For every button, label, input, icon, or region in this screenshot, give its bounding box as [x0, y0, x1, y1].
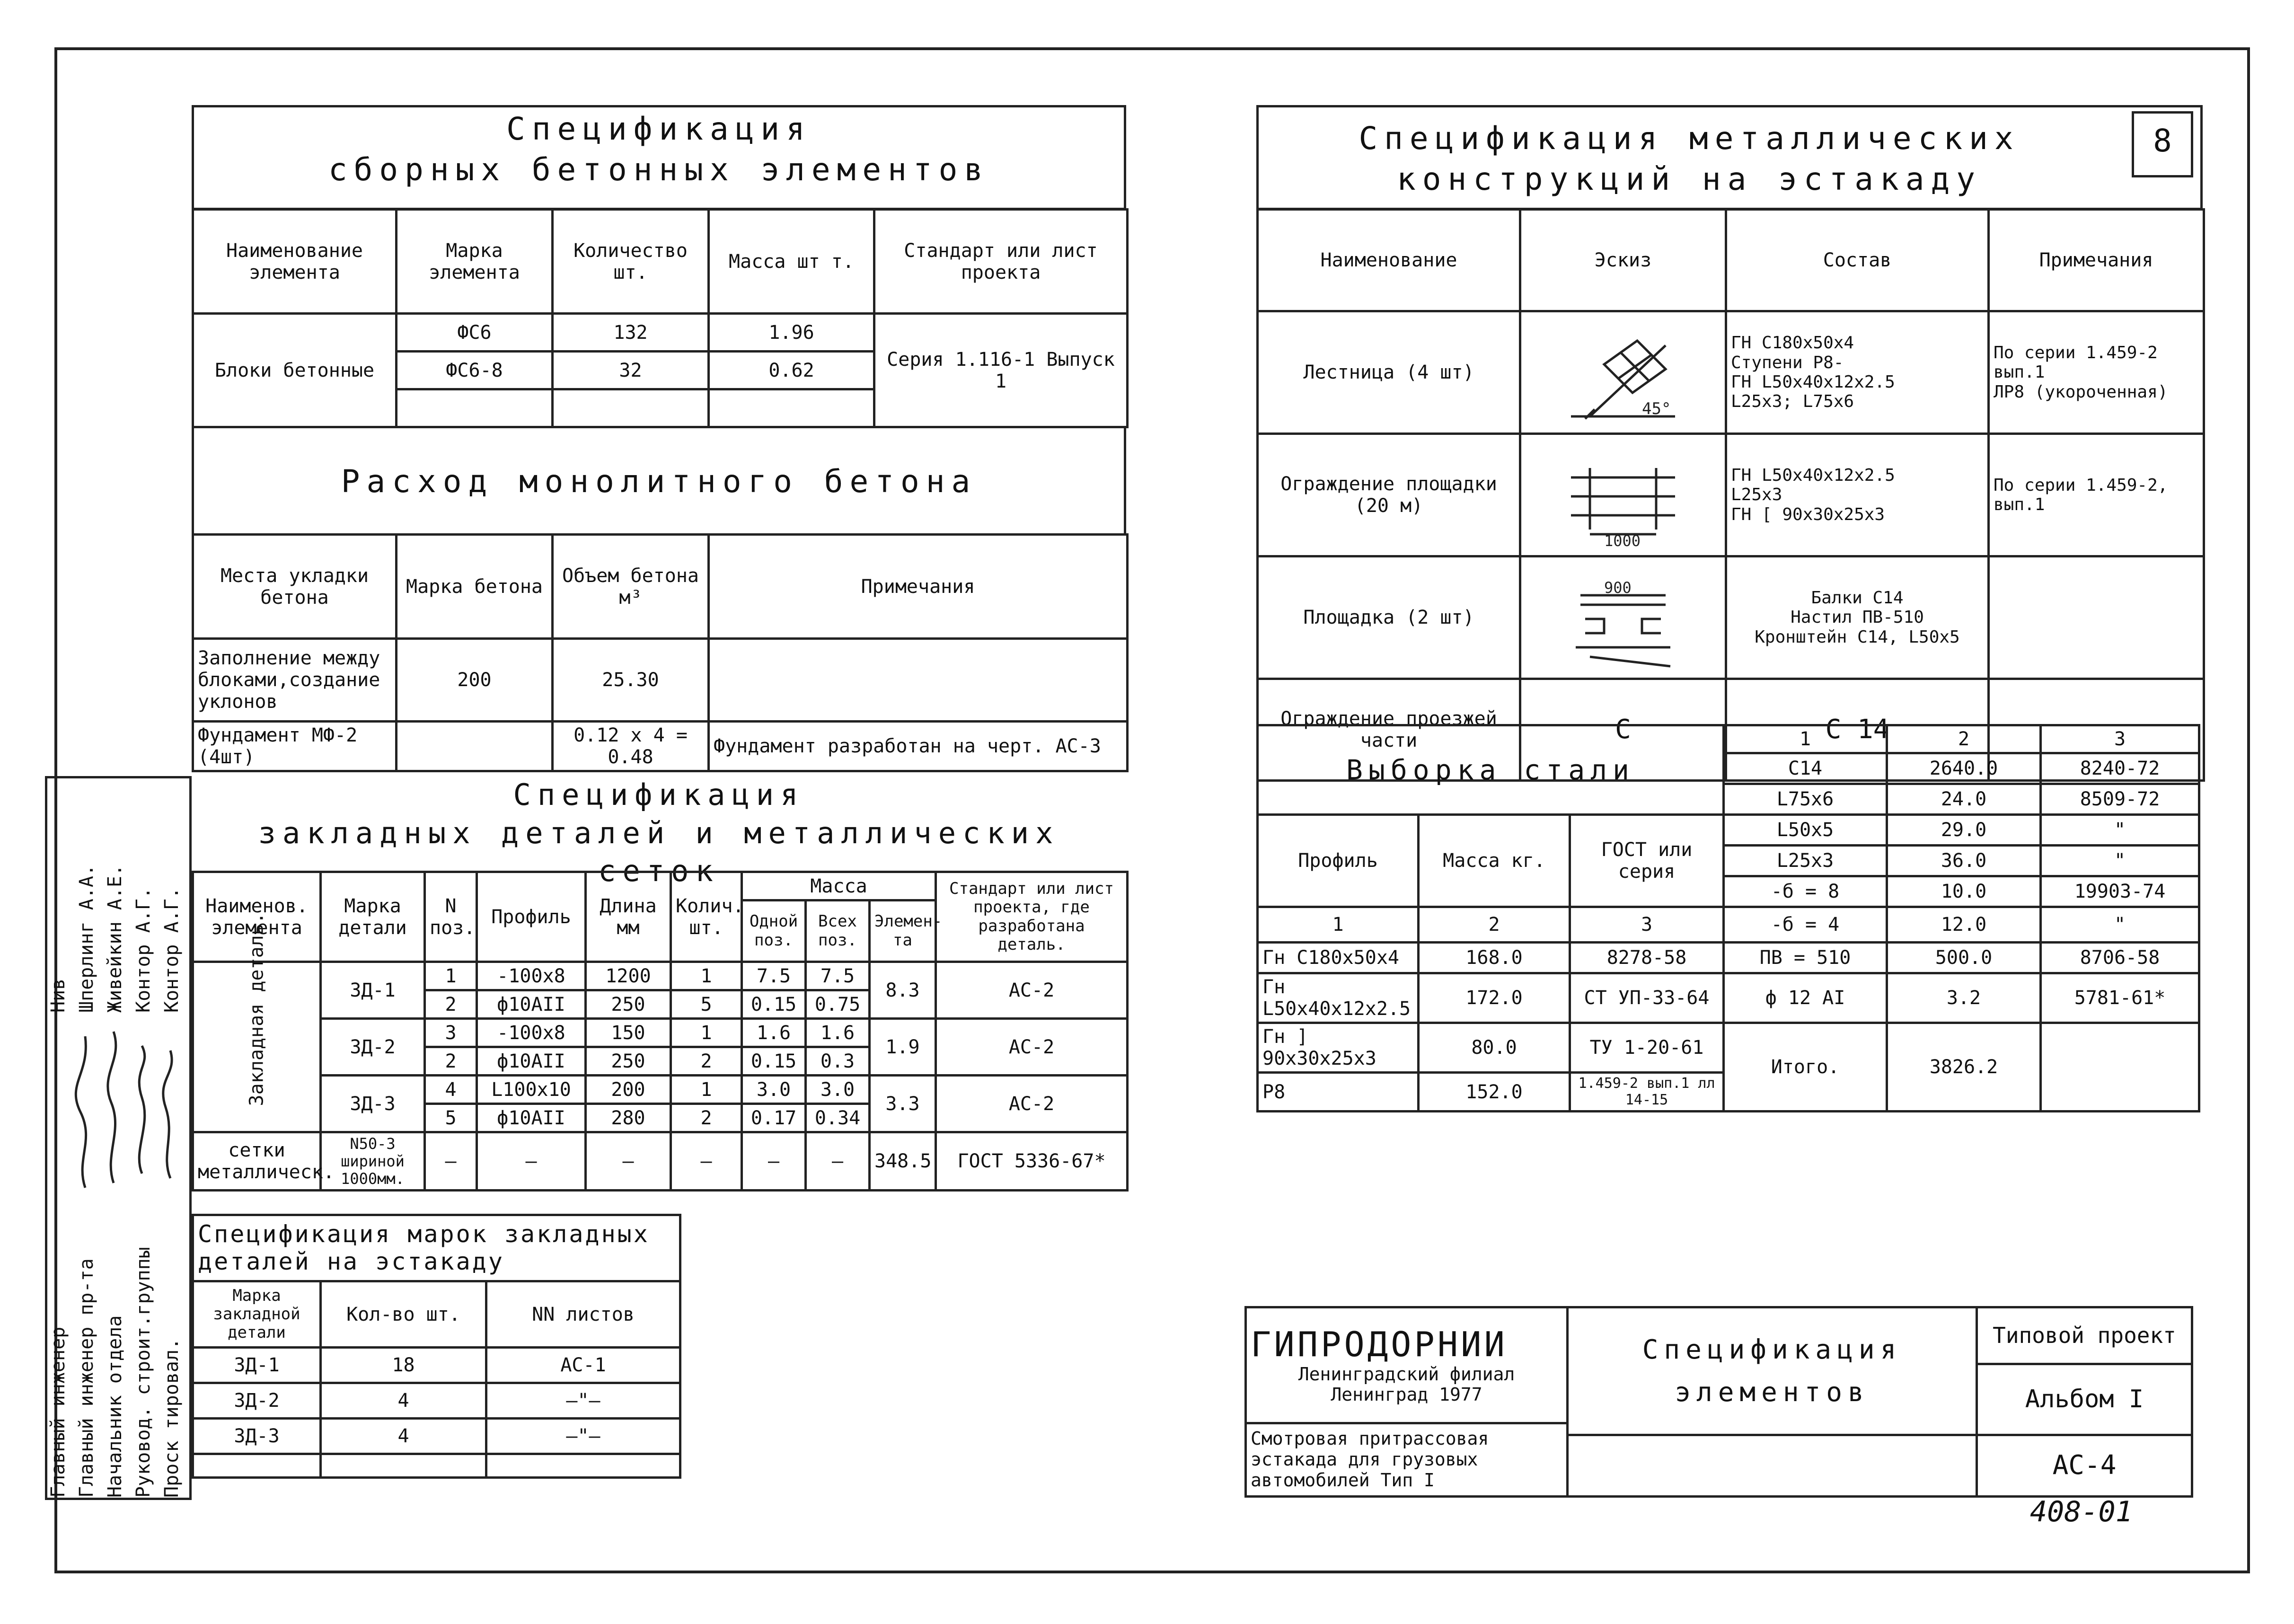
steel-mass: 12.0	[1887, 907, 2041, 943]
steel-gost: СТ УП-33-64	[1570, 973, 1724, 1023]
emb-profile: ф10АII	[477, 1104, 586, 1132]
tb-type: Типовой проект	[1977, 1307, 2192, 1364]
emb-length: 250	[586, 1047, 671, 1076]
steel-h-mass: Масса кг.	[1419, 815, 1570, 907]
metal-comp: Балки С14 Настил ПВ-510 Кронштейн С14, L50x5	[1726, 556, 1989, 679]
precast-cell-qty: 32	[553, 352, 709, 389]
precast-title-box	[192, 105, 1126, 210]
tb-sheet: АС-4	[1977, 1435, 2192, 1497]
steel-title: Выборка стали	[1258, 725, 1724, 815]
marks-sheet: АС-1	[486, 1348, 680, 1383]
emb-mesh-name: сетки металлическ.	[193, 1132, 321, 1191]
metal-h-sketch: Эскиз	[1520, 210, 1726, 311]
steel-h-gost: ГОСТ или серия	[1570, 815, 1724, 907]
precast-h-mark: Марка элемента	[397, 210, 553, 314]
emb-qty: 1	[671, 962, 742, 990]
staff-role: Начальник отдела	[104, 1315, 126, 1498]
steel-mass: 2640.0	[1887, 753, 2041, 784]
emb-std: АС-2	[936, 1019, 1128, 1076]
emb-mark: ЗД-2	[321, 1019, 425, 1076]
steel-profile: -б = 4	[1724, 907, 1887, 943]
steel-gost: 8509-72	[2041, 784, 2199, 815]
emb-one: 3.0	[742, 1076, 806, 1104]
platform-sketch-icon	[1520, 556, 1726, 679]
emb-h-mark: Марка детали	[321, 872, 425, 962]
metal-note: По серии 1.459-2 вып.1 ЛР8 (укороченная)	[1989, 311, 2204, 434]
emb-one: 1.6	[742, 1019, 806, 1047]
steel-gost: 8240-72	[2041, 753, 2199, 784]
steel-colnum: 2	[1887, 725, 2041, 753]
emb-length: 280	[586, 1104, 671, 1132]
precast-cell-mark: ФС6	[397, 314, 553, 352]
steel-h-profile: Профиль	[1258, 815, 1419, 907]
staff-role: Главный инженер пр-та	[76, 1258, 97, 1498]
tb-desc: Смотровая притрассовая эстакада для грузовых автомобилей Тип I	[1246, 1423, 1568, 1497]
signatures	[71, 1017, 185, 1192]
emb-all: 7.5	[806, 962, 870, 990]
marks-sheet: —"—	[486, 1419, 680, 1454]
steel-gost: "	[2041, 907, 2199, 943]
steel-profile: ПВ = 510	[1724, 943, 1887, 973]
marks-h-mark: Марка закладной детали	[193, 1281, 321, 1348]
steel-profile: ф 12 АI	[1724, 973, 1887, 1023]
precast-cell-name: Блоки бетонные	[193, 314, 397, 427]
steel-colnum: 1	[1258, 907, 1419, 943]
marks-h-qty: Кол-во шт.	[321, 1281, 486, 1348]
steel-gost: "	[2041, 815, 2199, 846]
tb-branch: Ленинградский филиал Ленинград 1977	[1298, 1363, 1515, 1405]
metal-comp: ГН L50x40x12x2.5 L25x3 ГН [ 90x30x25x3	[1726, 434, 1989, 556]
emb-mark: ЗД-1	[321, 962, 425, 1019]
steel-mass: 152.0	[1419, 1073, 1570, 1112]
tb-album: Альбом I	[1977, 1364, 2192, 1435]
precast-title: Спецификация сборных бетонных элементов	[328, 111, 990, 188]
marks-qty: 4	[321, 1419, 486, 1454]
metal-comp: С 14	[1726, 679, 1989, 781]
steel-mass: 24.0	[1887, 784, 2041, 815]
marks-table	[192, 1214, 681, 1479]
steel-profile: Гн ] 90x30x25x3	[1258, 1023, 1419, 1073]
steel-mass: 172.0	[1419, 973, 1570, 1023]
steel-gost: "	[2041, 846, 2199, 876]
steel-mass: 80.0	[1419, 1023, 1570, 1073]
metal-name: Площадка (2 шт)	[1258, 556, 1520, 679]
emb-one: 0.15	[742, 990, 806, 1019]
emb-h-pos: N поз.	[425, 872, 477, 962]
stamp-code: 408-01	[2030, 1495, 2133, 1528]
steel-gost: 19903-74	[2041, 876, 2199, 907]
marks-mark: ЗД-1	[193, 1348, 321, 1383]
emb-one: 0.17	[742, 1104, 806, 1132]
staff-roles	[45, 1192, 192, 1500]
steel-gost: ТУ 1-20-61	[1570, 1023, 1724, 1073]
emb-elem-mass: 8.3	[870, 962, 936, 1019]
steel-total: 3826.2	[1887, 1023, 2041, 1112]
embedded-title: Спецификация закладных деталей и металлических сеток	[258, 777, 1060, 889]
emb-dash: —	[806, 1132, 870, 1191]
emb-length: 1200	[586, 962, 671, 990]
emb-profile: ф10АII	[477, 990, 586, 1019]
marks-qty: 4	[321, 1383, 486, 1419]
emb-profile: L100x10	[477, 1076, 586, 1104]
precast-cell-mark: ФС6-8	[397, 352, 553, 389]
sketch-dim: 900	[1604, 579, 1632, 597]
steel-colnum: 2	[1419, 907, 1570, 943]
emb-length: 150	[586, 1019, 671, 1047]
sketch-dim: 1000	[1604, 532, 1641, 550]
emb-h-mass-all: Всех поз.	[806, 900, 870, 962]
emb-one: 0.15	[742, 1047, 806, 1076]
emb-dash: —	[586, 1132, 671, 1191]
precast-cell-mass: 0.62	[709, 352, 874, 389]
staff-name: Контор А.Г.	[161, 887, 183, 1013]
concrete-place: Фундамент МФ-2 (4шт)	[193, 722, 397, 771]
steel-colnum: 3	[2041, 725, 2199, 753]
steel-gost: 8706-58	[2041, 943, 2199, 973]
concrete-h-note: Примечания	[709, 535, 1128, 639]
metal-title: Спецификация металлических конструкций на эстакаду	[1359, 120, 2020, 197]
steel-mass: 3.2	[1887, 973, 2041, 1023]
marks-h-sheet: NN листов	[486, 1281, 680, 1348]
staff-name: Нив	[47, 978, 69, 1013]
sketch-angle: 45°	[1642, 399, 1671, 418]
stair-sketch-icon	[1520, 311, 1726, 434]
marks-qty: 18	[321, 1348, 486, 1383]
emb-pos: 1	[425, 962, 477, 990]
precast-cell-mass: 1.96	[709, 314, 874, 352]
concrete-h-grade: Марка бетона	[397, 535, 553, 639]
concrete-volume: 0.12 x 4 = 0.48	[553, 722, 709, 771]
concrete-h-place: Места укладки бетона	[193, 535, 397, 639]
staff-name: Шперлинг А.А.	[76, 864, 97, 1013]
metal-name: Ограждение проезжей части	[1258, 679, 1520, 781]
concrete-table	[192, 533, 1129, 772]
steel-profile: Р8	[1258, 1073, 1419, 1112]
steel-gost: 5781-61*	[2041, 973, 2199, 1023]
metal-table	[1256, 208, 2205, 782]
marks-mark: ЗД-2	[193, 1383, 321, 1419]
emb-pos: 4	[425, 1076, 477, 1104]
emb-qty: 1	[671, 1019, 742, 1047]
concrete-volume: 25.30	[553, 639, 709, 722]
emb-elem-mass: 1.9	[870, 1019, 936, 1076]
precast-cell-std: Серия 1.116-1 Выпуск 1	[874, 314, 1128, 427]
tb-org: ГИПРОДОРНИИ	[1251, 1324, 1508, 1364]
steel-gost: 1.459-2 вып.1 лл 14-15	[1570, 1073, 1724, 1112]
emb-dash: —	[671, 1132, 742, 1191]
marks-title: Спецификация марок закладных деталей на эстакаду	[193, 1215, 680, 1281]
metal-h-name: Наименование	[1258, 210, 1520, 311]
emb-profile: -100x8	[477, 1019, 586, 1047]
steel-table	[1256, 724, 2200, 1112]
emb-h-qty: Колич. шт.	[671, 872, 742, 962]
emb-std: АС-2	[936, 1076, 1128, 1132]
precast-h-std: Стандарт или лист проекта	[874, 210, 1128, 314]
staff-role: Проск тировал.	[161, 1338, 183, 1498]
emb-mark: ЗД-3	[321, 1076, 425, 1132]
steel-profile: Гн С180x50x4	[1258, 943, 1419, 973]
railing-sketch-icon	[1520, 434, 1726, 556]
emb-all: 0.75	[806, 990, 870, 1019]
emb-dash: —	[425, 1132, 477, 1191]
emb-all: 1.6	[806, 1019, 870, 1047]
steel-profile: L50x5	[1724, 815, 1887, 846]
steel-gost: 8278-58	[1570, 943, 1724, 973]
emb-qty: 2	[671, 1104, 742, 1132]
emb-pos: 5	[425, 1104, 477, 1132]
staff-name: Живейкин А.Е.	[104, 864, 126, 1013]
precast-table	[192, 208, 1129, 428]
metal-h-note: Примечания	[1989, 210, 2204, 311]
emb-one: 7.5	[742, 962, 806, 990]
emb-h-std: Стандарт или лист проекта, где разработана деталь.	[936, 872, 1128, 962]
emb-h-name: Наименов. элемента	[193, 872, 321, 962]
emb-pos: 2	[425, 1047, 477, 1076]
steel-colnum: 1	[1724, 725, 1887, 753]
emb-dash: —	[477, 1132, 586, 1191]
emb-h-mass-one: Одной поз.	[742, 900, 806, 962]
steel-profile: С14	[1724, 753, 1887, 784]
emb-std: АС-2	[936, 962, 1128, 1019]
emb-mesh-std: ГОСТ 5336-67*	[936, 1132, 1128, 1191]
staff-names	[45, 776, 192, 1013]
metal-note	[1989, 556, 2204, 679]
emb-profile: ф10АII	[477, 1047, 586, 1076]
emb-elem-mass: 3.3	[870, 1076, 936, 1132]
emb-qty: 1	[671, 1076, 742, 1104]
marks-mark: ЗД-3	[193, 1419, 321, 1454]
emb-dash: —	[742, 1132, 806, 1191]
steel-profile: L25x3	[1724, 846, 1887, 876]
metal-name: Ограждение площадки (20 м)	[1258, 434, 1520, 556]
tb-name: Спецификация элементов	[1568, 1307, 1977, 1435]
steel-total-label: Итого.	[1724, 1023, 1887, 1112]
emb-mesh-mass: 348.5	[870, 1132, 936, 1191]
emb-qty: 5	[671, 990, 742, 1019]
metal-name: Лестница (4 шт)	[1258, 311, 1520, 434]
emb-mesh-mark: N50-3 шириной 1000мм.	[321, 1132, 425, 1191]
concrete-title: Расход монолитного бетона	[341, 463, 977, 500]
emb-profile: -100x8	[477, 962, 586, 990]
precast-h-mass: Масса шт т.	[709, 210, 874, 314]
concrete-grade	[397, 722, 553, 771]
staff-name: Контор А.Г.	[132, 887, 154, 1013]
concrete-h-volume: Объем бетона м³	[553, 535, 709, 639]
steel-mass: 500.0	[1887, 943, 2041, 973]
metal-h-comp: Состав	[1726, 210, 1989, 311]
tb-org-cell	[1246, 1307, 1568, 1423]
emb-length: 200	[586, 1076, 671, 1104]
steel-profile: L75x6	[1724, 784, 1887, 815]
emb-all: 0.3	[806, 1047, 870, 1076]
staff-role: Главный инженер	[47, 1326, 69, 1498]
steel-profile: Гн L50x40x12x2.5	[1258, 973, 1419, 1023]
steel-mass: 168.0	[1419, 943, 1570, 973]
steel-mass: 36.0	[1887, 846, 2041, 876]
steel-mass: 29.0	[1887, 815, 2041, 846]
steel-colnum: 3	[1570, 907, 1724, 943]
emb-pos: 2	[425, 990, 477, 1019]
emb-h-length: Длина мм	[586, 872, 671, 962]
staff-role: Руковод. строит.группы	[132, 1247, 154, 1498]
marks-sheet: —"—	[486, 1383, 680, 1419]
steel-mass: 10.0	[1887, 876, 2041, 907]
emb-all: 3.0	[806, 1076, 870, 1104]
title-block	[1244, 1306, 2193, 1498]
steel-profile: -б = 8	[1724, 876, 1887, 907]
concrete-note	[709, 639, 1128, 722]
emb-length: 250	[586, 990, 671, 1019]
emb-group-label: Закладная деталь.	[193, 962, 321, 1132]
emb-h-mass-elem: Элемен-та	[870, 900, 936, 962]
concrete-note: Фундамент разработан на черт. АС-3	[709, 722, 1128, 771]
emb-h-mass: Масса	[742, 872, 936, 900]
concrete-grade: 200	[397, 639, 553, 722]
precast-cell-qty: 132	[553, 314, 709, 352]
precast-h-name: Наименование элемента	[193, 210, 397, 314]
emb-all: 0.34	[806, 1104, 870, 1132]
metal-comp: ГН С180x50x4 Ступени Р8- ГН L50x40x12x2.5 L25x3; L75x6	[1726, 311, 1989, 434]
metal-note: По серии 1.459-2, вып.1	[1989, 434, 2204, 556]
emb-qty: 2	[671, 1047, 742, 1076]
emb-pos: 3	[425, 1019, 477, 1047]
emb-h-profile: Профиль	[477, 872, 586, 962]
embedded-table	[192, 871, 1129, 1192]
concrete-place: Заполнение между блоками,создание уклонов	[193, 639, 397, 722]
precast-h-qty: Количество шт.	[553, 210, 709, 314]
sheet-number: 8	[2153, 123, 2172, 159]
metal-sketch-text: С	[1520, 679, 1726, 781]
